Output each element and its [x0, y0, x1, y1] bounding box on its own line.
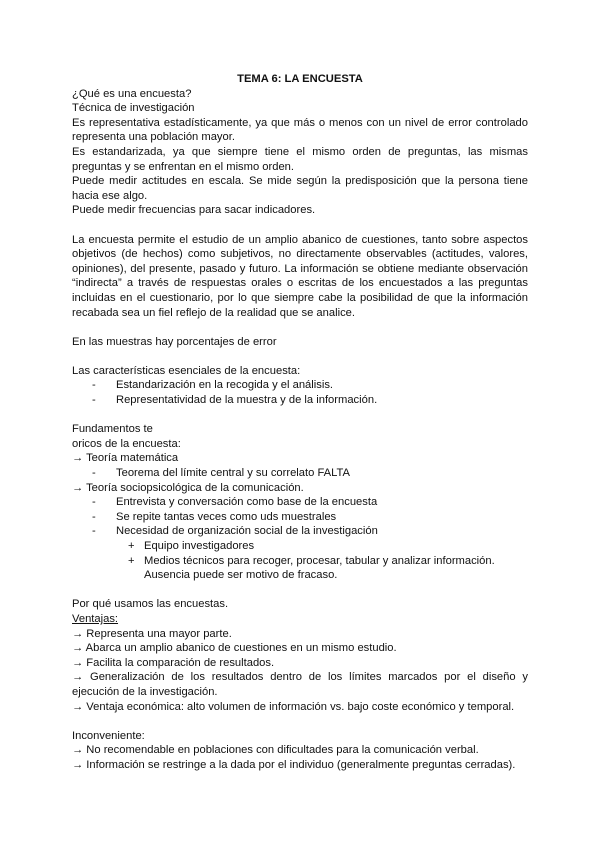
advantage-item: → Abarca un amplio abanico de cuestiones en un mismo estudio. [72, 642, 397, 655]
main-paragraph: La encuesta permite el estudio de un amplio abanico de cuestiones, tanto sobre aspectos objetivos (de hechos) como subjetivos, no directamente observables (actitudes, valores, opiniones), del presente, pasado y futuro. La información se obtiene mediante observación “indirecta” a través de respuestas orales o escritas de los encuestados a las preguntas incluidas en el cuestionario, por lo que siempre cabe la posibilidad de que la información recabada sea un fiel reflejo de la realidad que se analice. [72, 233, 528, 319]
organization-note: Ausencia puede ser motivo de fracaso. [144, 569, 338, 582]
document-title: TEMA 6: LA ENCUESTA [237, 73, 363, 85]
intro-line: Técnica de investigación [72, 102, 195, 115]
math-theory: → Teoría matemática [72, 452, 179, 465]
spacer [72, 583, 528, 598]
disadvantages-label: Inconveniente: [72, 729, 145, 742]
spacer [72, 320, 528, 335]
intro-line: Es estandarizada, ya que siempre tiene el mismo orden de preguntas, las mismas preguntas y se enfrentan en el mismo orden. [72, 145, 528, 173]
foundations-heading: Fundamentos te [72, 423, 153, 436]
socio-item: - Se repite tantas veces como uds muestrales [72, 510, 528, 525]
samples-note: En las muestras hay porcentajes de error [72, 335, 277, 348]
socio-theory: → Teoría sociopsicológica de la comunicación. [72, 481, 304, 494]
characteristics-heading: Las características esenciales de la encuesta: [72, 364, 301, 377]
socio-item: - Entrevista y conversación como base de la encuesta [72, 495, 528, 510]
organization-item: + Medios técnicos para recoger, procesar, tabular y analizar información. [72, 554, 528, 569]
intro-line: ¿Qué es una encuesta? [72, 87, 192, 100]
characteristic-item: - Representatividad de la muestra y de la información. [72, 393, 528, 408]
disadvantage-item: → Información se restringe a la dada por el individuo (generalmente preguntas cerradas). [72, 758, 516, 771]
advantage-item: → Generalización de los resultados dentro de los límites marcados por el diseño y ejecución de la investigación. [72, 671, 528, 698]
advantages-label: Ventajas: [72, 612, 119, 625]
intro-line: Es representativa estadísticamente, ya que más o menos con un nivel de error controlado representa una población mayor. [72, 116, 528, 144]
why-heading: Por qué usamos las encuestas. [72, 598, 229, 611]
spacer [72, 349, 528, 364]
intro-line: Puede medir actitudes en escala. Se mide según la predisposición que la persona tiene hacia ese algo. [72, 175, 528, 202]
math-item: - Teorema del límite central y su correlato FALTA [72, 466, 528, 481]
foundations-heading: oricos de la encuesta: [72, 437, 181, 450]
characteristic-item: - Estandarización en la recogida y el análisis. [72, 378, 528, 393]
document-body [72, 72, 528, 773]
disadvantage-item: → No recomendable en poblaciones con dificultades para la comunicación verbal. [72, 744, 479, 757]
socio-item: - Necesidad de organización social de la investigación [72, 524, 528, 539]
advantage-item: → Facilita la comparación de resultados. [72, 656, 275, 669]
spacer [72, 218, 528, 233]
advantage-item: → Ventaja económica: alto volumen de información vs. bajo coste económico y temporal. [72, 700, 515, 713]
spacer [72, 408, 528, 423]
advantage-item: → Representa una mayor parte. [72, 627, 232, 640]
organization-item: + Equipo investigadores [72, 539, 528, 554]
intro-line: Puede medir frecuencias para sacar indicadores. [72, 204, 316, 217]
spacer [72, 714, 528, 729]
